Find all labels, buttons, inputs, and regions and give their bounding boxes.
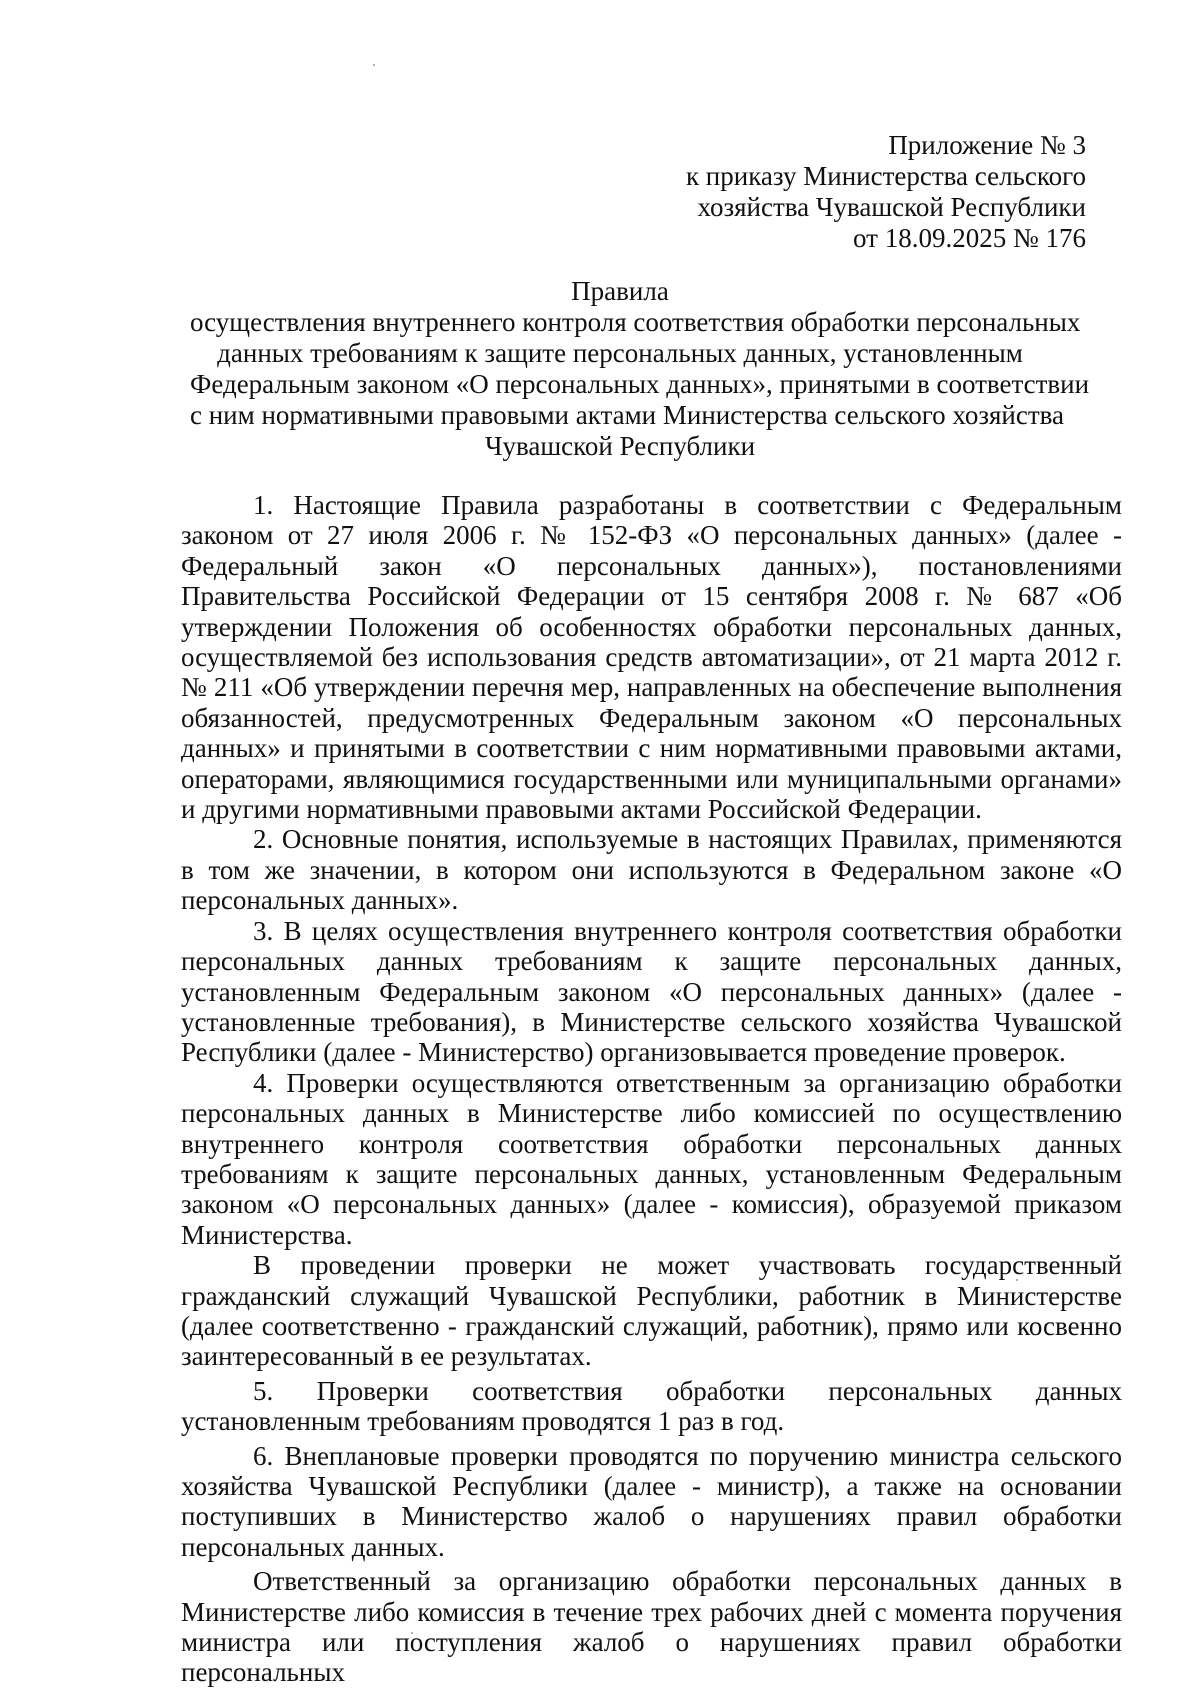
title-line: Федеральным законом «О персональных данных», принятыми в соответствии [190,369,1090,399]
order-reference: к приказу Министерства сельского [685,161,1086,191]
paragraph-1: 1. Настоящие Правила разработаны в соответствии с Федеральным законом от 27 июля 2006 г. № 152-ФЗ «О персональных данных» (далее - Федеральный закон «О персональных данных»), постановлениями Правительства Российской Федерации от 15 сентября 2008 г. № 687 «Об утверждении Положения об особенностях обработки персональных данных, осуществляемой без использования средств автоматизации», от 21 марта 2012 г. № 211 «Об утверждении перечня мер, направленных на обеспечение выполнения обязанностей, предусмотренных Федеральным законом «О персональных данных» и принятыми в соответствии с ним нормативными правовыми актами, операторами, являющимися государственными или муниципальными органами» и другими нормативными правовыми актами Российской Федерации. [181,490,1122,825]
ministry-name: хозяйства Чувашской Республики [697,192,1086,222]
title-line: с ним нормативными правовыми актами Министерства сельского хозяйства [190,400,1065,430]
document-body [181,490,1122,1688]
paragraph-6: 6. Внеплановые проверки проводятся по поручению министра сельского хозяйства Чувашской Республики (далее - министр), а также на основании поступивших в Министерство жалоб о нарушениях правил обработки персональных данных. [181,1440,1122,1562]
paragraph-2: 2. Основные понятия, используемые в настоящих Правилах, применяются в том же значении, в котором они используются в Федеральном законе «О персональных данных». [181,824,1122,916]
paragraph-3: 3. В целях осуществления внутреннего контроля соответствия обработки персональных данных требованиям к защите персональных данных, установленным Федеральным законом «О персональных данных» (далее - установленные требования), в Министерстве сельского хозяйства Чувашской Республики (далее - Министерство) организовывается проведение проверок. [181,915,1122,1068]
appendix-number: Приложение № 3 [888,130,1086,160]
title-line: Чувашской Республики [484,431,756,461]
paragraph-4: 4. Проверки осуществляются ответственным за организацию обработки персональных данных в Министерстве либо комиссией по осуществлению внутреннего контроля соответствия обработки персональных данных требованиям к защите персональных данных, установленным Федеральным законом «О персональных данных» (далее - комиссия), образуемой приказом Министерства. [181,1067,1122,1250]
scan-speck [373,64,375,66]
appendix-header [566,130,1086,254]
paragraph-5: 5. Проверки соответствия обработки персональных данных установленным требованиям проводятся 1 раз в год. [181,1375,1122,1437]
paragraph-4-continuation: В проведении проверки не может участвовать государственный гражданский служащий Чувашской Республики, работник в Министерстве (далее соответственно - гражданский служащий, работник), прямо или косвенно заинтересованный в ее результатах. [181,1250,1122,1372]
paragraph-6-continuation: Ответственный за организацию обработки персональных данных в Министерстве либо комиссия в течение трех рабочих дней с момента поручения министра или поступления жалоб о нарушениях правил обработки персональных [181,1566,1122,1688]
title-line: осуществления внутреннего контроля соответствия обработки персональных [190,307,1081,337]
order-date-number: от 18.09.2025 № 176 [853,223,1086,253]
title-line: данных требованиям к защите персональных данных, установленным [217,338,1023,368]
title-heading: Правила [571,276,669,306]
document-title [190,276,1090,462]
